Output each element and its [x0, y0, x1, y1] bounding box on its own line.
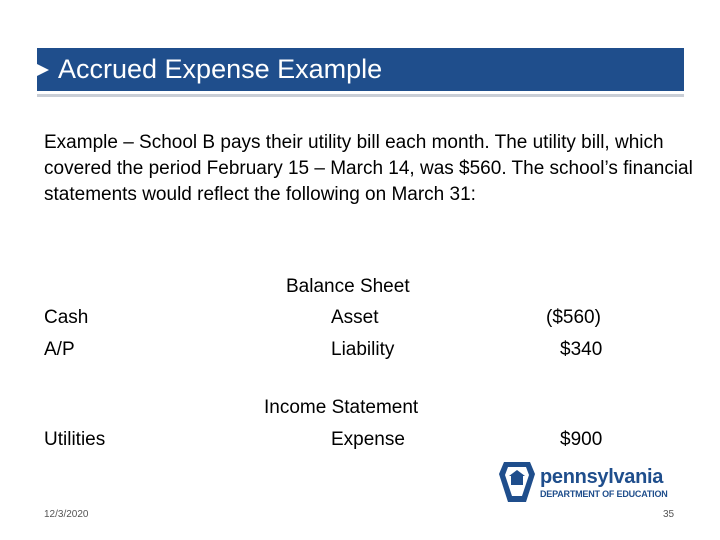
page-number: 35 — [663, 509, 675, 520]
type-asset: Asset — [331, 307, 379, 328]
intro-paragraph: Example – School B pays their utility bill each month. The utility bill, which covered the period February 15 – March 14, was $560. The school’s financial statements would reflect the following on March 31: — [44, 132, 693, 205]
account-utilities: Utilities — [44, 429, 106, 450]
income-statement-heading: Income Statement — [264, 397, 419, 418]
balance-sheet-heading: Balance Sheet — [286, 276, 410, 297]
type-liability: Liability — [331, 339, 395, 360]
account-cash: Cash — [44, 307, 89, 328]
keystone-seal-icon — [498, 460, 536, 504]
amount-ap: $340 — [560, 339, 603, 360]
footer-date: 12/3/2020 — [44, 509, 89, 520]
title-divider — [37, 94, 684, 97]
logo-subtitle: DEPARTMENT OF EDUCATION — [540, 489, 668, 499]
slide-title: Accrued Expense Example — [58, 54, 383, 84]
amount-cash: ($560) — [546, 307, 601, 328]
type-expense: Expense — [331, 429, 405, 450]
logo-wordmark: pennsylvania — [540, 466, 664, 488]
amount-utilities: $900 — [560, 429, 603, 450]
account-ap: A/P — [44, 339, 75, 360]
arrow-bullet-icon — [37, 64, 49, 76]
